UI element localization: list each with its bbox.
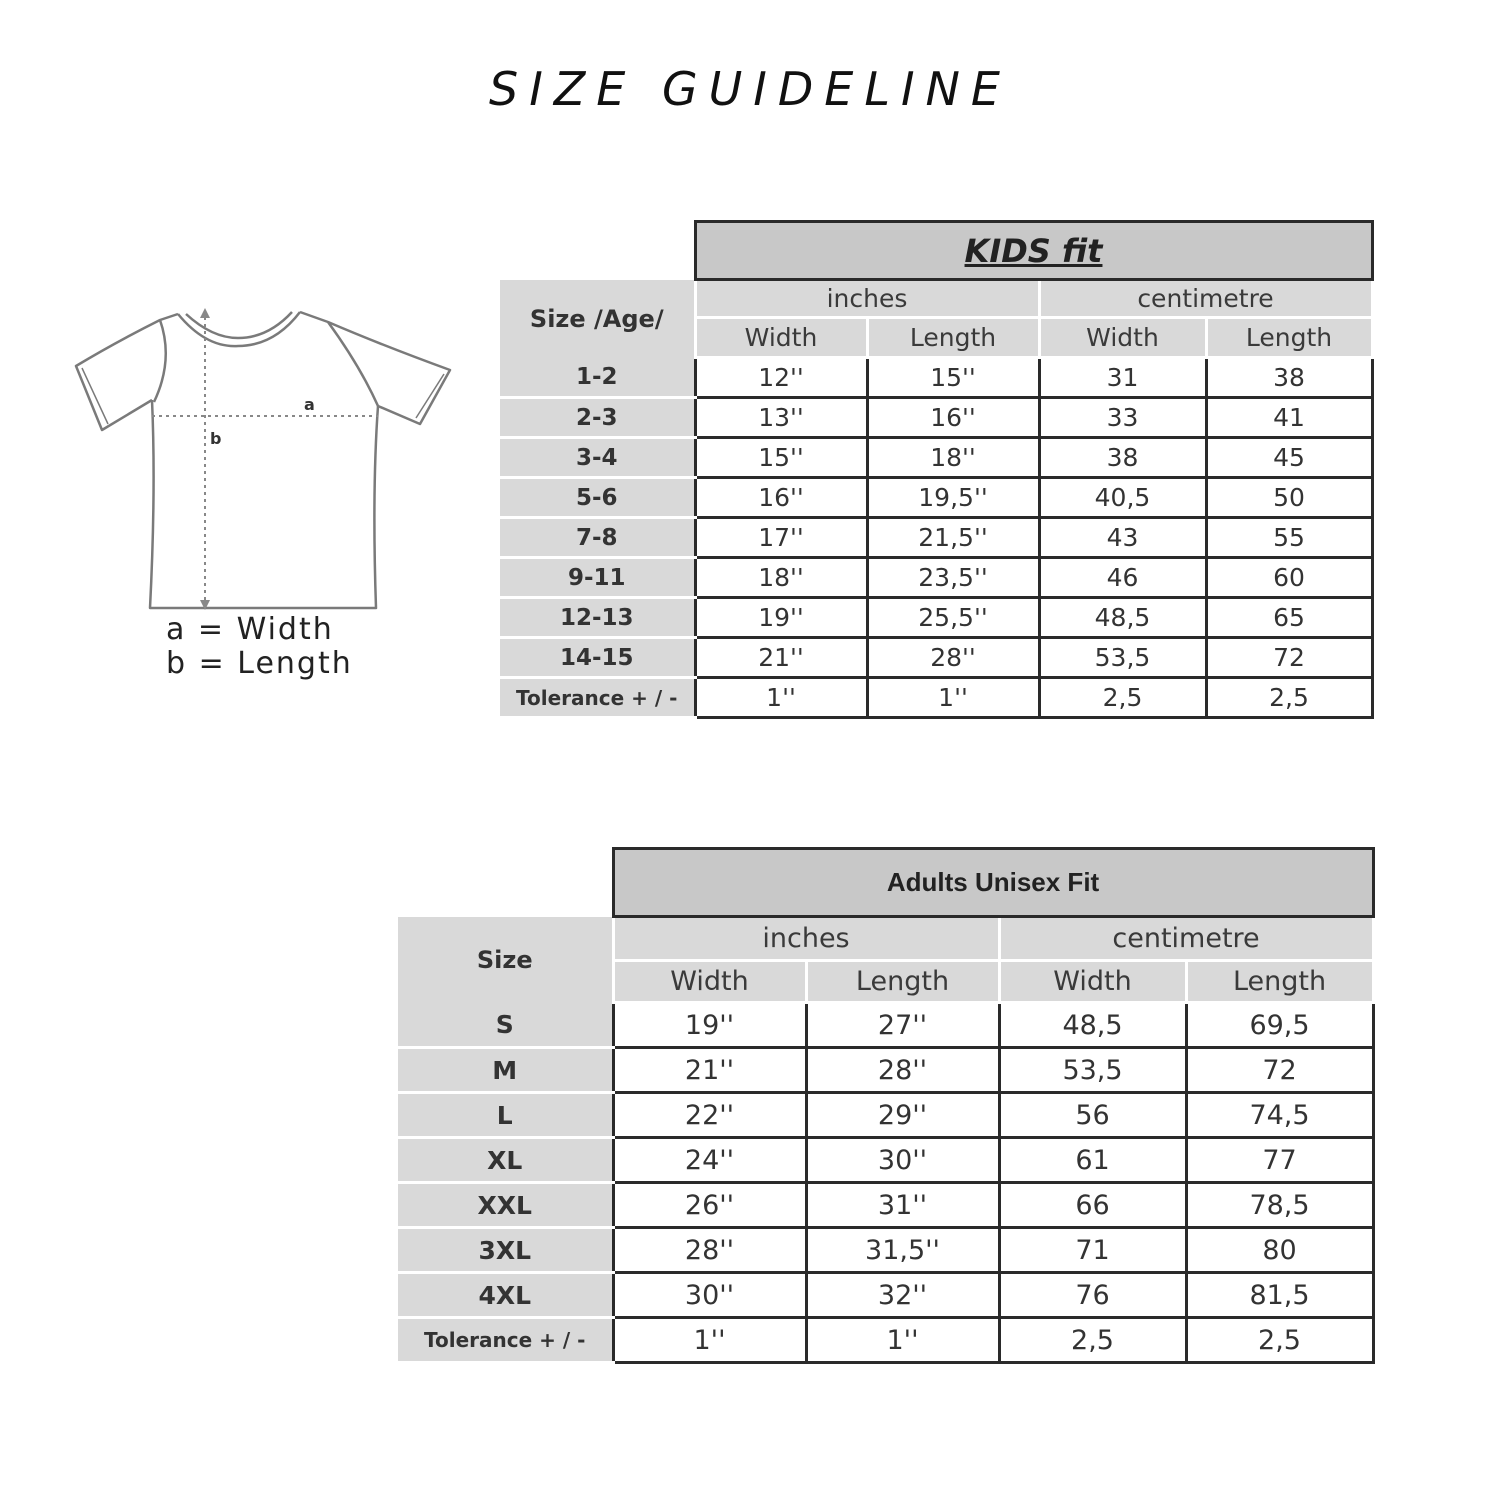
size-cell: 4XL (398, 1273, 613, 1318)
label-b: b (210, 429, 222, 448)
inches-length-cell: 15'' (867, 358, 1039, 398)
cm-length-cell: 50 (1206, 478, 1372, 518)
table-row (500, 678, 1372, 718)
inches-width-cell: 12'' (695, 358, 867, 398)
size-cell: L (398, 1093, 613, 1138)
cm-length-cell: 38 (1206, 358, 1372, 398)
inches-width-cell: 30'' (613, 1273, 806, 1318)
cm-width-cell: 48,5 (999, 1003, 1186, 1048)
subheader-width: Width (613, 961, 806, 1003)
legend-width: a = Width (166, 612, 334, 647)
inches-width-cell: 17'' (695, 518, 867, 558)
inches-width-cell: 21'' (613, 1048, 806, 1093)
inches-length-cell: 28'' (806, 1048, 999, 1093)
cm-length-cell: 72 (1186, 1048, 1373, 1093)
cm-width-cell: 2,5 (1039, 678, 1206, 718)
tshirt-outline-icon (60, 290, 470, 620)
table-row (398, 1048, 1373, 1093)
size-cell: 14-15 (500, 638, 695, 678)
size-column-header: Size /Age/ (500, 280, 695, 358)
table-row (500, 638, 1372, 678)
table-row (398, 1138, 1373, 1183)
adults-table-title: Adults Unisex Fit (613, 849, 1373, 917)
cm-length-cell: 2,5 (1186, 1318, 1373, 1363)
cm-width-cell: 46 (1039, 558, 1206, 598)
size-cell: 3XL (398, 1228, 613, 1273)
inches-length-cell: 31,5'' (806, 1228, 999, 1273)
cm-length-cell: 55 (1206, 518, 1372, 558)
inches-length-cell: 31'' (806, 1183, 999, 1228)
unit-header-centimetre: centimetre (999, 917, 1373, 961)
inches-length-cell: 21,5'' (867, 518, 1039, 558)
subheader-length: Length (1206, 318, 1372, 358)
size-cell: 1-2 (500, 358, 695, 398)
inches-length-cell: 19,5'' (867, 478, 1039, 518)
cm-width-cell: 56 (999, 1093, 1186, 1138)
size-cell: 3-4 (500, 438, 695, 478)
size-cell: M (398, 1048, 613, 1093)
table-row (500, 438, 1372, 478)
table-row (398, 1228, 1373, 1273)
inches-width-cell: 19'' (613, 1003, 806, 1048)
inches-width-cell: 24'' (613, 1138, 806, 1183)
size-cell: 5-6 (500, 478, 695, 518)
cm-width-cell: 76 (999, 1273, 1186, 1318)
cm-length-cell: 60 (1206, 558, 1372, 598)
cm-width-cell: 33 (1039, 398, 1206, 438)
table-row (398, 1093, 1373, 1138)
cm-length-cell: 77 (1186, 1138, 1373, 1183)
table-row (398, 1318, 1373, 1363)
unit-header-centimetre: centimetre (1039, 280, 1372, 318)
subheader-width: Width (1039, 318, 1206, 358)
cm-length-cell: 81,5 (1186, 1273, 1373, 1318)
subheader-width: Width (695, 318, 867, 358)
inches-length-cell: 16'' (867, 398, 1039, 438)
table-row (500, 478, 1372, 518)
inches-width-cell: 1'' (695, 678, 867, 718)
unit-header-inches: inches (613, 917, 999, 961)
table-corner (500, 222, 695, 280)
inches-width-cell: 18'' (695, 558, 867, 598)
size-cell: 2-3 (500, 398, 695, 438)
inches-length-cell: 1'' (806, 1318, 999, 1363)
size-cell: Tolerance + / - (398, 1318, 613, 1363)
inches-length-cell: 23,5'' (867, 558, 1039, 598)
table-row (500, 398, 1372, 438)
inches-width-cell: 22'' (613, 1093, 806, 1138)
inches-width-cell: 13'' (695, 398, 867, 438)
legend-length: b = Length (166, 646, 353, 681)
subheader-width: Width (999, 961, 1186, 1003)
cm-width-cell: 2,5 (999, 1318, 1186, 1363)
cm-width-cell: 71 (999, 1228, 1186, 1273)
cm-width-cell: 53,5 (999, 1048, 1186, 1093)
inches-length-cell: 18'' (867, 438, 1039, 478)
cm-length-cell: 80 (1186, 1228, 1373, 1273)
inches-width-cell: 15'' (695, 438, 867, 478)
cm-length-cell: 72 (1206, 638, 1372, 678)
cm-length-cell: 78,5 (1186, 1183, 1373, 1228)
size-cell: 7-8 (500, 518, 695, 558)
size-cell: 9-11 (500, 558, 695, 598)
cm-length-cell: 65 (1206, 598, 1372, 638)
table-row (500, 358, 1372, 398)
inches-width-cell: 19'' (695, 598, 867, 638)
adults-size-table (398, 847, 1375, 1364)
tshirt-diagram (60, 290, 470, 710)
table-row (398, 1273, 1373, 1318)
subheader-length: Length (867, 318, 1039, 358)
table-row (398, 1183, 1373, 1228)
unit-header-inches: inches (695, 280, 1039, 318)
size-cell: XL (398, 1138, 613, 1183)
size-column-header: Size (398, 917, 613, 1003)
inches-width-cell: 16'' (695, 478, 867, 518)
subheader-length: Length (806, 961, 999, 1003)
size-cell: S (398, 1003, 613, 1048)
table-row (500, 518, 1372, 558)
cm-width-cell: 48,5 (1039, 598, 1206, 638)
cm-width-cell: 40,5 (1039, 478, 1206, 518)
cm-length-cell: 41 (1206, 398, 1372, 438)
label-a: a (304, 395, 315, 414)
inches-length-cell: 27'' (806, 1003, 999, 1048)
cm-length-cell: 74,5 (1186, 1093, 1373, 1138)
cm-length-cell: 69,5 (1186, 1003, 1373, 1048)
inches-length-cell: 29'' (806, 1093, 999, 1138)
cm-length-cell: 45 (1206, 438, 1372, 478)
inches-length-cell: 32'' (806, 1273, 999, 1318)
table-row (500, 598, 1372, 638)
page-title: SIZE GUIDELINE (489, 62, 1011, 116)
inches-width-cell: 28'' (613, 1228, 806, 1273)
table-row (398, 1003, 1373, 1048)
cm-width-cell: 43 (1039, 518, 1206, 558)
subheader-length: Length (1186, 961, 1373, 1003)
inches-length-cell: 25,5'' (867, 598, 1039, 638)
inches-length-cell: 30'' (806, 1138, 999, 1183)
cm-width-cell: 53,5 (1039, 638, 1206, 678)
cm-length-cell: 2,5 (1206, 678, 1372, 718)
cm-width-cell: 31 (1039, 358, 1206, 398)
inches-length-cell: 28'' (867, 638, 1039, 678)
size-cell: Tolerance + / - (500, 678, 695, 718)
table-corner (398, 849, 613, 917)
kids-table-title: KIDS fit (695, 222, 1372, 280)
size-cell: 12-13 (500, 598, 695, 638)
size-cell: XXL (398, 1183, 613, 1228)
inches-width-cell: 21'' (695, 638, 867, 678)
cm-width-cell: 66 (999, 1183, 1186, 1228)
inches-width-cell: 26'' (613, 1183, 806, 1228)
cm-width-cell: 61 (999, 1138, 1186, 1183)
table-row (500, 558, 1372, 598)
kids-size-table (500, 220, 1374, 719)
cm-width-cell: 38 (1039, 438, 1206, 478)
inches-width-cell: 1'' (613, 1318, 806, 1363)
inches-length-cell: 1'' (867, 678, 1039, 718)
